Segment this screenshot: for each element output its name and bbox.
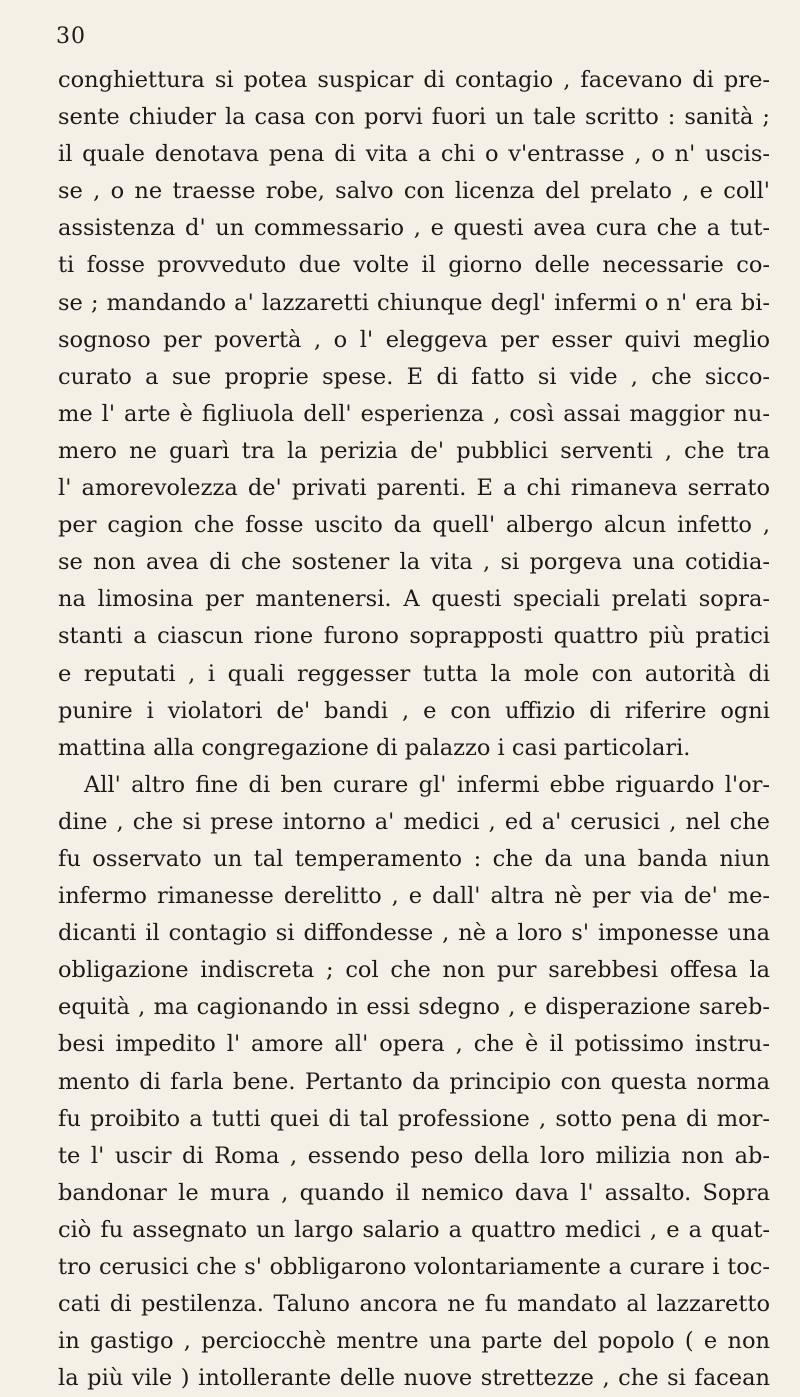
text-line: sente chiuder la casa con porvi fuori un tale scritto : sanità ; [58, 104, 770, 131]
text-line: conghiettura si potea suspicar di contagio , facevano di pre- [58, 67, 770, 93]
text-line: na limosina per mantenersi. A questi speciali prelati sopra- [58, 586, 770, 613]
text-line: cati di pestilenza. Taluno ancora ne fu mandato al lazzaretto [58, 1291, 770, 1318]
text-line: per cagion che fosse uscito da quell' albergo alcun infetto , [58, 512, 770, 539]
text-line: infermo rimanesse derelitto , e dall' altra nè per via de' me- [58, 883, 770, 910]
text-line: il quale denotava pena di vita a chi o v'entrasse , o n' uscis- [58, 141, 770, 168]
text-line: equità , ma cagionando in essi sdegno , e disperazione sareb- [58, 994, 770, 1021]
text-line: l' amorevolezza de' privati parenti. E a chi rimaneva serrato [58, 475, 770, 502]
text-line: assistenza d' un commessario , e questi avea cura che a tut- [58, 215, 770, 242]
text-line: dicanti il contagio si diffondesse , nè a loro s' imponesse una [58, 920, 770, 947]
text-line: tro cerusici che s' obbligarono volontariamente a curare i toc- [58, 1254, 770, 1280]
text-line: ciò fu assegnato un largo salario a quattro medici , e a quat- [58, 1216, 770, 1243]
text-line: stanti a ciascun rione furono soprapposti quattro più pratici [58, 623, 770, 650]
text-line: mento di farla bene. Pertanto da principio con questa norma [58, 1068, 770, 1095]
text-line: obligazione indiscreta ; col che non pur sarebbesi offesa la [58, 957, 770, 984]
text-line: punire i violatori de' bandi , e con uffizio di riferire ogni [58, 697, 770, 724]
text-line: curato a sue proprie spese. E di fatto si vide , che sicco- [58, 363, 770, 390]
text-line: se non avea di che sostener la vita , si porgeva una cotidia- [58, 549, 770, 576]
text-line: fu proibito a tutti quei di tal professione , sotto pena di mor- [58, 1105, 770, 1132]
text-line: dine , che si prese intorno a' medici , ed a' cerusici , nel che [58, 808, 770, 835]
text-line: e reputati , i quali reggesser tutta la mole con autorità di [58, 660, 770, 687]
text-line: se ; mandando a' lazzaretti chiunque degl' infermi o n' era bi- [58, 289, 770, 316]
text-line: in gastigo , perciocchè mentre una parte del popolo ( e non [58, 1328, 770, 1355]
text-line-indented: All' altro fine di ben curare gl' infermi ebbe riguardo l'or- [84, 771, 770, 798]
text-line: ti fosse provveduto due volte il giorno delle necessarie co- [58, 252, 770, 279]
text-line: mero ne guarì tra la perizia de' pubblici serventi , che tra [58, 437, 770, 464]
text-line: te l' uscir di Roma , essendo peso della loro milizia non ab- [58, 1142, 770, 1169]
text-line: se , o ne traesse robe, salvo con licenza del prelato , e coll' [58, 178, 770, 205]
text-line: bandonar le mura , quando il nemico dava l' assalto. Sopra [58, 1179, 770, 1206]
text-line: sognoso per povertà , o l' eleggeva per esser quivi meglio [58, 326, 770, 353]
body-text [58, 62, 770, 1397]
text-line: la più vile ) intollerante delle nuove strettezze , che si facean [58, 1365, 770, 1392]
text-line: fu osservato un tal temperamento : che da una banda niun [58, 845, 770, 872]
text-line: mattina alla congregazione di palazzo i casi particolari. [58, 734, 691, 761]
text-line: besi impedito l' amore all' opera , che è il potissimo instru- [58, 1031, 770, 1058]
text-line: me l' arte è figliuola dell' esperienza , così assai maggior nu- [58, 400, 770, 427]
page-number: 30 [56, 24, 86, 49]
